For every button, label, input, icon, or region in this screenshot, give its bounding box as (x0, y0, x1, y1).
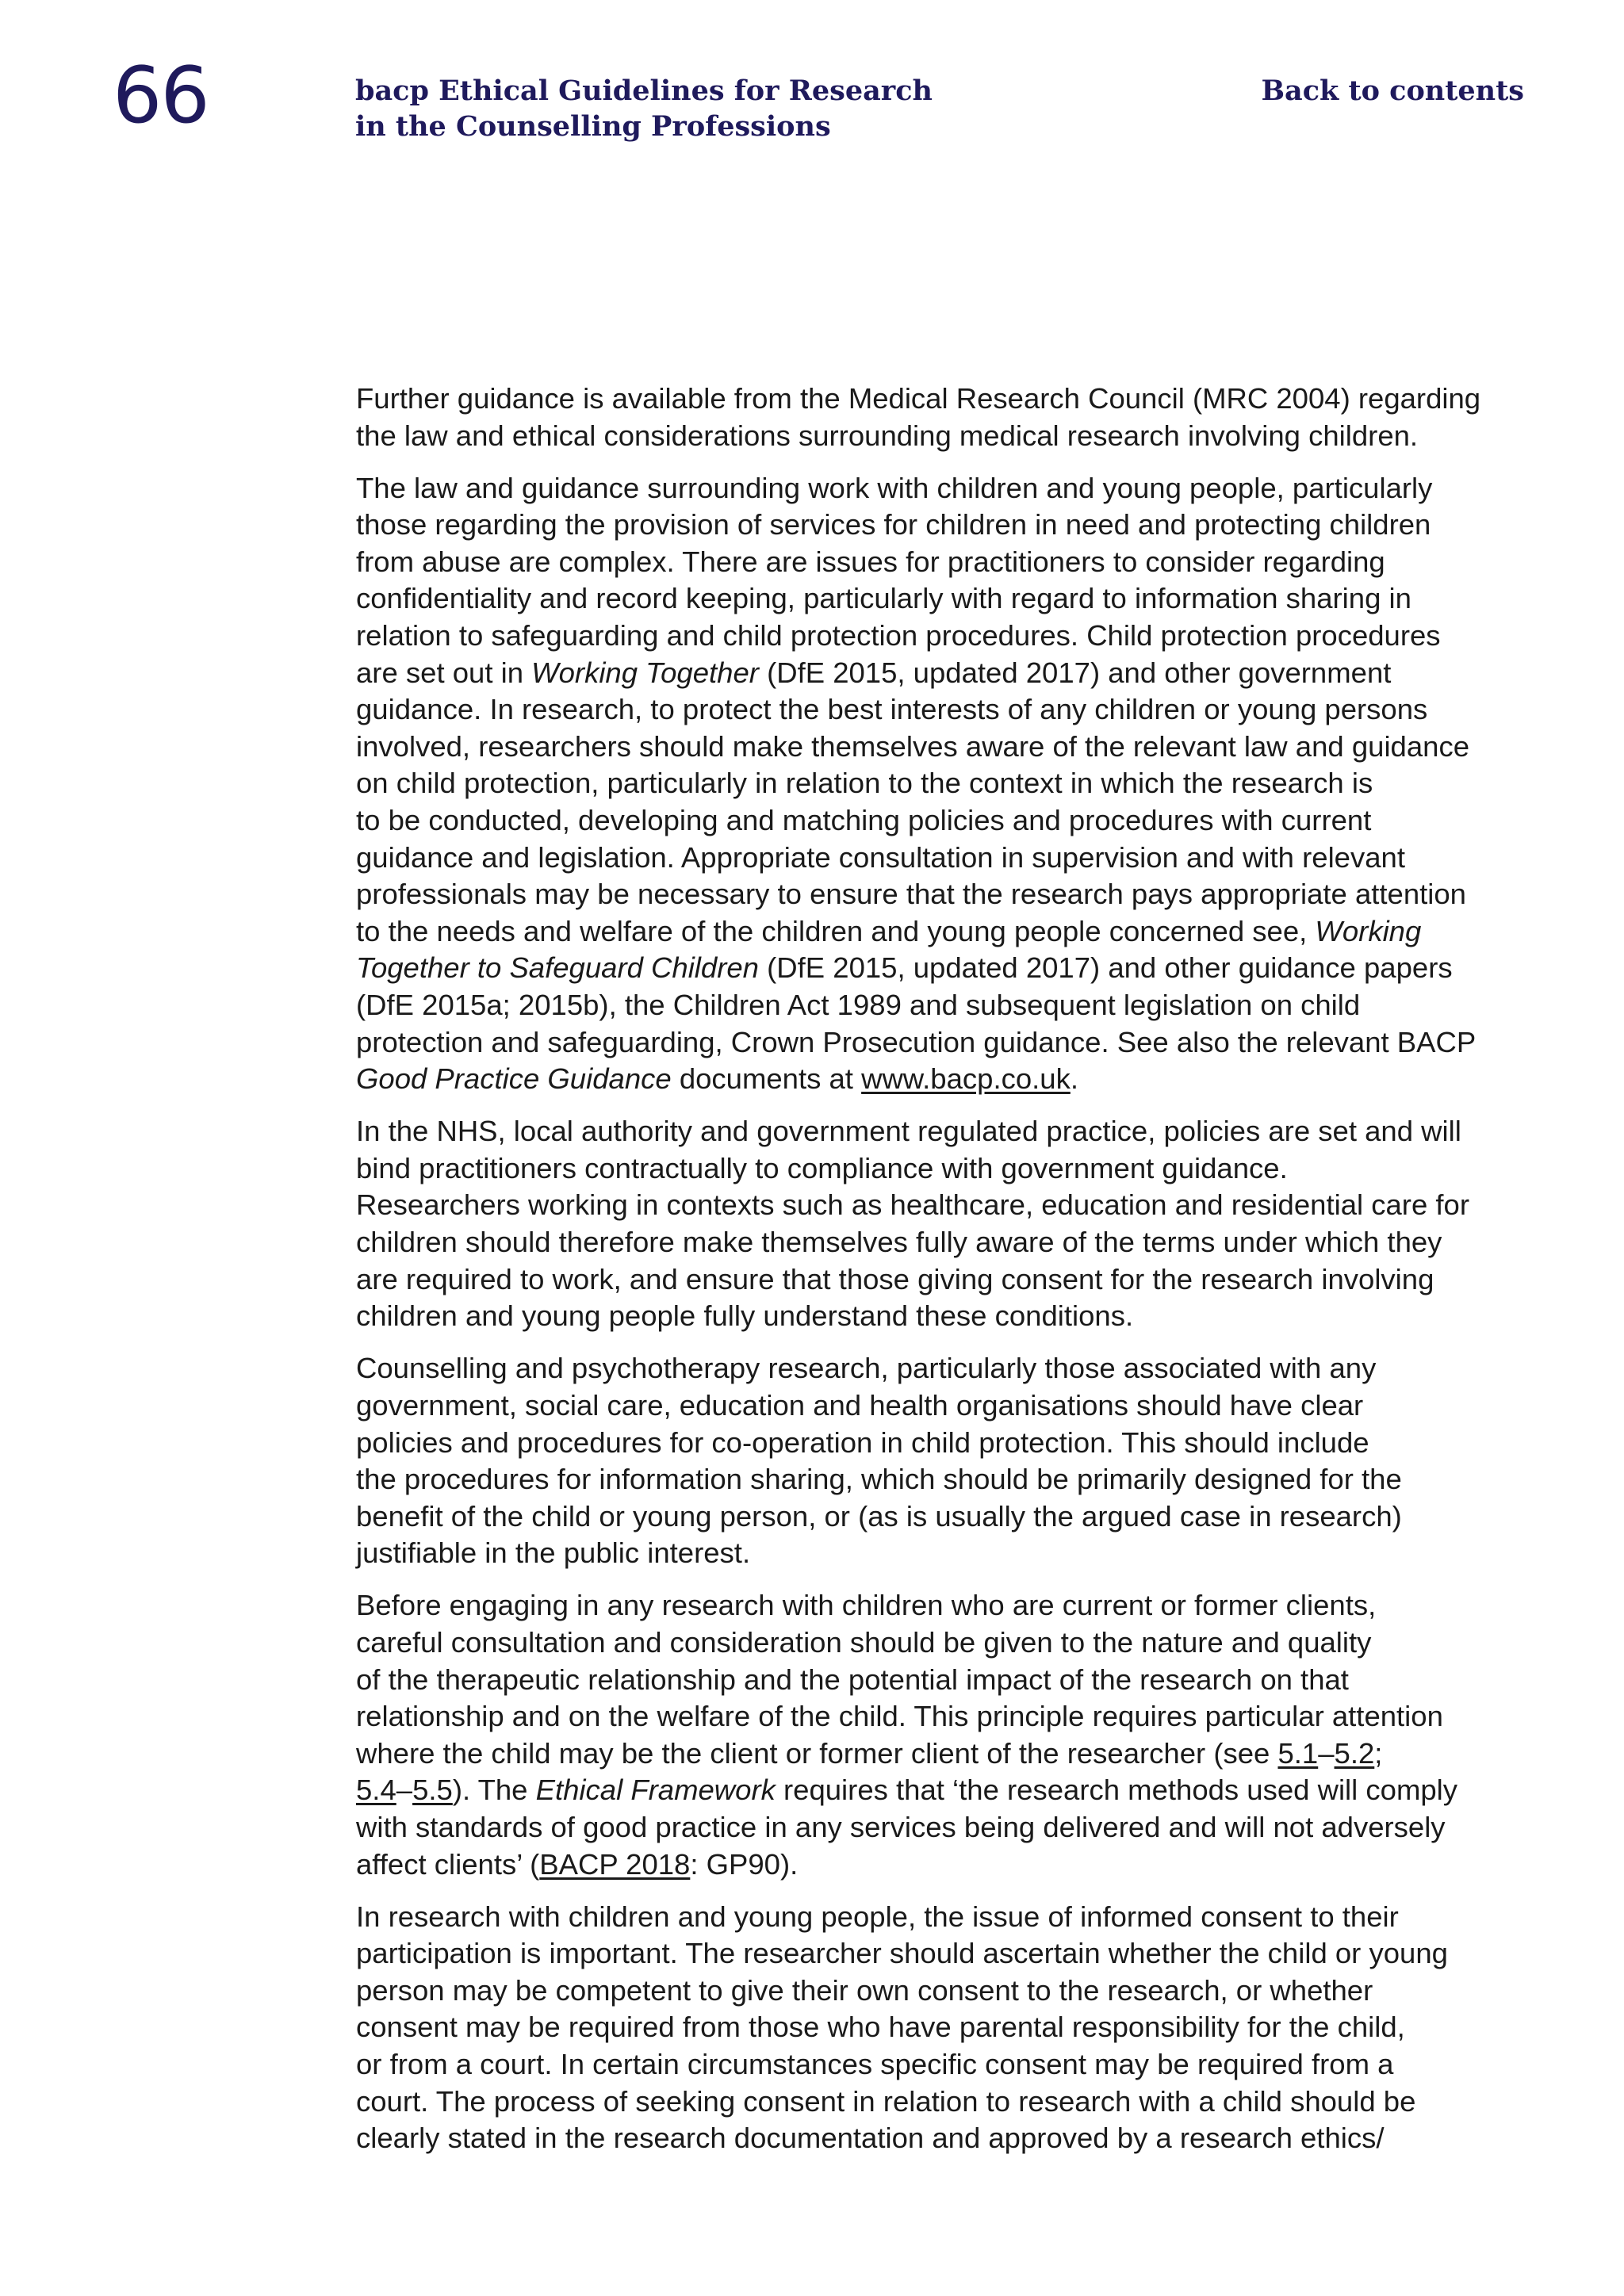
text-line: justifiable in the public interest. (356, 1536, 751, 1570)
text-line: or from a court. In certain circumstances specific consent may be required from a (356, 2048, 1394, 2081)
document-title (355, 73, 958, 144)
text-line: on child protection, particularly in relation to the context in which the research is (356, 767, 1373, 800)
section-link-5-1[interactable]: 5.1 (1277, 1736, 1319, 1770)
section-link-5-2[interactable]: 5.2 (1334, 1736, 1375, 1770)
en-dash: – (1318, 1736, 1335, 1770)
text-line: protection and safeguarding, Crown Prosecution guidance. See also the relevant BACP (356, 1025, 1477, 1058)
italic-title: Working Together (531, 656, 759, 689)
text-run: affect clients’ ( (356, 1847, 540, 1881)
text-run: where the child may be the client or former client of the researcher (see (356, 1736, 1278, 1770)
text-line (356, 1061, 1530, 1098)
text-line: children and young people fully understand these conditions. (356, 1299, 1134, 1333)
text-line: those regarding the provision of services for children in need and protecting children (356, 508, 1431, 541)
text-line: clearly stated in the research documentation and approved by a research ethics/ (356, 2122, 1385, 2155)
text-run: requires that ‘the research methods used will comply (775, 1774, 1458, 1807)
paragraph-child-protection-cooperation (356, 1350, 1530, 1572)
paragraph-former-clients (356, 1587, 1530, 1883)
text-line (356, 950, 1530, 987)
page-number: 66 (113, 51, 209, 141)
text-line: are required to work, and ensure that those giving consent for the research involving (356, 1262, 1434, 1295)
text-line: consent may be required from those who have parental responsibility for the child, (356, 2011, 1405, 2044)
text-run: ; (1374, 1736, 1383, 1770)
text-line: Further guidance is available from the Medical Research Council (MRC 2004) regarding (356, 382, 1481, 415)
text-line: Counselling and psychotherapy research, particularly those associated with any (356, 1352, 1377, 1385)
section-link-5-5[interactable]: 5.5 (412, 1774, 453, 1807)
en-dash: – (396, 1774, 413, 1807)
text-line: benefit of the child or young person, or (as is usually the argued case in research) (356, 1499, 1402, 1533)
text-line: participation is important. The researcher should ascertain whether the child or young (356, 1937, 1448, 1970)
text-line: court. The process of seeking consent in relation to research with a child should be (356, 2084, 1416, 2118)
text-line: involved, researchers should make themselves aware of the relevant law and guidance (356, 729, 1470, 763)
text-run: : GP90). (690, 1847, 799, 1881)
back-to-contents-link[interactable]: Back to contents (1261, 75, 1524, 107)
text-line: relationship and on the welfare of the child. This principle requires particular attention (356, 1700, 1443, 1733)
text-run: (DfE 2015, updated 2017) and other guidance papers (758, 951, 1453, 985)
text-line: government, social care, education and health organisations should have clear (356, 1388, 1364, 1422)
paragraph-law-and-guidance (356, 470, 1530, 1098)
text-line: (DfE 2015a; 2015b), the Children Act 1989 and subsequent legislation on child (356, 989, 1361, 1021)
text-line: of the therapeutic relationship and the potential impact of the research on that (356, 1663, 1349, 1696)
text-line (356, 1772, 1530, 1809)
italic-title: Working (1315, 914, 1422, 947)
text-line: professionals may be necessary to ensure that the research pays appropriate attention (356, 878, 1466, 911)
text-run: (DfE 2015, updated 2017) and other government (758, 656, 1392, 689)
text-line: confidentiality and record keeping, particularly with regard to information sharing in (356, 582, 1411, 615)
italic-title: Ethical Framework (535, 1774, 776, 1807)
section-link-5-4[interactable]: 5.4 (356, 1774, 396, 1807)
text-line: Before engaging in any research with children who are current or former clients, (356, 1589, 1377, 1622)
text-line: In research with children and young people, the issue of informed consent to their (356, 1900, 1399, 1933)
text-line: from abuse are complex. There are issues for practitioners to consider regarding (356, 545, 1385, 578)
bacp-website-link[interactable]: www.bacp.co.uk (861, 1062, 1071, 1096)
text-run: ). The (452, 1774, 536, 1807)
text-line: children should therefore make themselves fully aware of the terms under which they (356, 1226, 1442, 1259)
document-title-line-1: bacp Ethical Guidelines for Research (355, 75, 933, 107)
text-line: bind practitioners contractually to compliance with government guidance. (356, 1151, 1288, 1184)
text-line: relation to safeguarding and child protection procedures. Child protection procedures (356, 619, 1441, 652)
text-run: to the needs and welfare of the children and young people concerned see, (356, 914, 1316, 947)
text-line (356, 655, 1530, 692)
text-line: In the NHS, local authority and government regulated practice, policies are set and will (356, 1115, 1461, 1148)
text-line: guidance and legislation. Appropriate consultation in supervision and with relevant (356, 840, 1405, 874)
text-line: with standards of good practice in any services being delivered and will not adversely (356, 1810, 1446, 1843)
document-title-line-2: in the Counselling Professions (355, 110, 831, 143)
paragraph-mrc-guidance (356, 381, 1530, 454)
text-line: policies and procedures for co-operation in child protection. This should include (356, 1425, 1369, 1459)
italic-title: Good Practice Guidance (356, 1062, 672, 1096)
italic-title: Together to Safeguard Children (356, 951, 759, 985)
text-line: person may be competent to give their own consent to the research, or whether (356, 1973, 1373, 2007)
bacp-2018-reference-link[interactable]: BACP 2018 (539, 1847, 691, 1881)
text-line: guidance. In research, to protect the best interests of any children or young persons (356, 693, 1428, 726)
text-line: careful consultation and consideration should be given to the nature and quality (356, 1626, 1372, 1659)
text-line (356, 913, 1530, 951)
text-line: to be conducted, developing and matching policies and procedures with current (356, 804, 1372, 837)
text-line (356, 1735, 1530, 1773)
text-run: documents at (671, 1062, 862, 1096)
text-line: the law and ethical considerations surrounding medical research involving children. (356, 419, 1419, 452)
text-run: are set out in (356, 656, 532, 689)
paragraph-nhs-practice (356, 1113, 1530, 1335)
text-line: The law and guidance surrounding work with children and young people, particularly (356, 471, 1433, 504)
text-run: . (1070, 1062, 1078, 1096)
paragraph-informed-consent (356, 1899, 1530, 2157)
main-content (356, 381, 1530, 2172)
text-line: the procedures for information sharing, which should be primarily designed for the (356, 1463, 1402, 1496)
text-line (356, 1846, 1530, 1884)
text-line: Researchers working in contexts such as healthcare, education and residential care for (356, 1188, 1469, 1222)
